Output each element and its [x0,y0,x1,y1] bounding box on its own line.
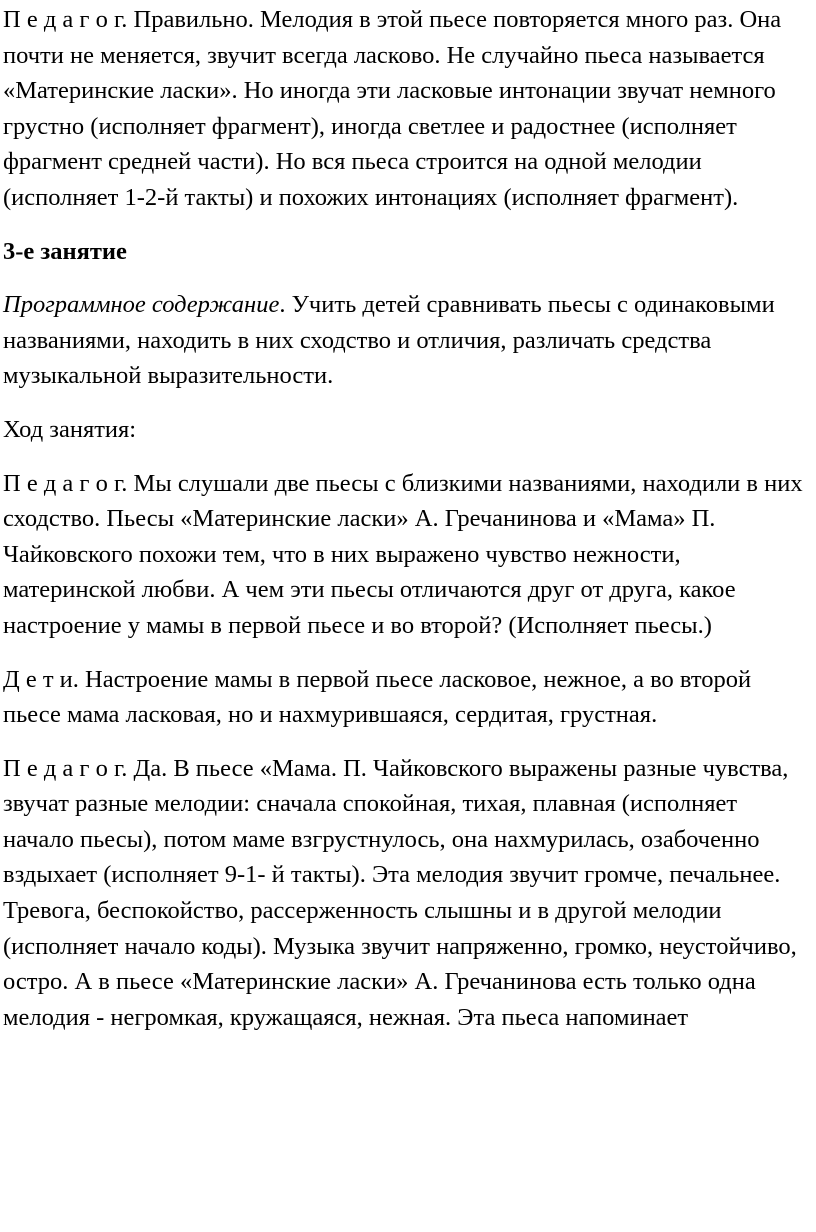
paragraph-teacher-3 [3,751,814,1036]
paragraph-text: . Учить детей сравнивать пьесы с одинаковыми названиями, находить в них сходство и отличия, различать средства музыкальной выразительности. [3,291,775,390]
paragraph-teacher-1 [3,2,814,216]
paragraph-text: Да. В пьесе «Мама. П. Чайковского выражены разные чувства, звучат разные мелодии: сначала спокойная, тихая, плавная (исполняет начало пьесы), потом маме взгрустнулось, она нахмурилась, озабоченно вздыхает (исполняет 9-1- й такты). Эта мелодия звучит громче, печальнее. Тревога, беспокойство, рассерженность слышны и в другой мелодии (исполняет начало коды). Музыка звучит напряженно, громко, неустойчиво, остро. А в пьесе «Материнские ласки» А. Гречанинова есть только одна мелодия - негромкая, кружащаяся, нежная. Эта пьеса напоминает [3,754,797,1031]
speaker-teacher: П е д а г о г. [3,754,128,782]
lesson-heading: 3-е занятие [3,237,127,265]
paragraph-text: Правильно. Мелодия в этой пьесе повторяется много раз. Она почти не меняется, звучит всегда ласково. Не случайно пьеса называется «Материнские ласки». Но иногда эти ласковые интонации звучат немного грустно (исполняет фрагмент), иногда светлее и радостнее (исполняет фрагмент средней части). Но вся пьеса строится на одной мелодии (исполняет 1-2-й такты) и похожих интонациях (исполняет фрагмент). [3,6,782,211]
paragraph-teacher-2 [3,466,814,644]
paragraph-text: Мы слушали две пьесы с близкими названиями, находили в них сходство. Пьесы «Материнские ласки» А. Гречанинова и «Мама» П. Чайковского похожи тем, что в них выражено чувство нежности, материнской любви. А чем эти пьесы отличаются друг от друга, какое настроение у мамы в первой пьесе и во второй? (Исполняет пьесы.) [3,469,803,639]
speaker-teacher: П е д а г о г. [3,6,128,33]
speaker-children: Д е т и. [3,665,79,693]
paragraph-lesson-flow: Ход занятия: [3,415,137,443]
speaker-teacher: П е д а г о г. [3,469,128,497]
paragraph-text: Настроение мамы в первой пьесе ласковое, нежное, а во второй пьесе мама ласковая, но и нахмурившаяся, сердитая, грустная. [3,665,752,729]
program-content-label: Программное содержание [3,291,280,319]
paragraph-program-content [3,287,814,394]
paragraph-children [3,662,814,733]
